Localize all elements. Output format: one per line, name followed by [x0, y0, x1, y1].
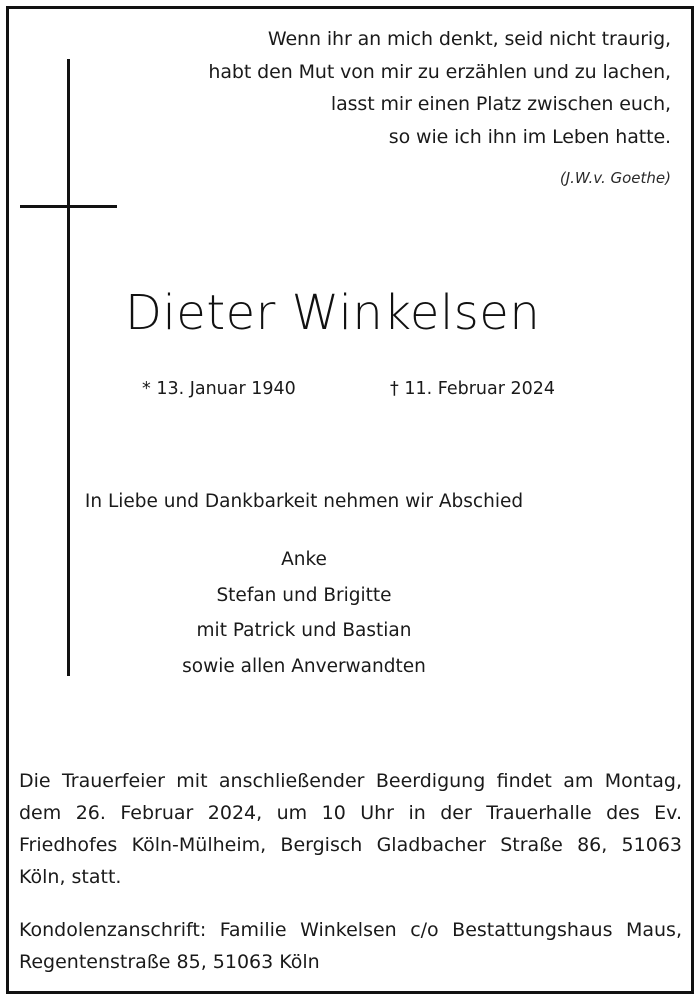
mourner-name: sowie allen Anverwandten [182, 655, 426, 677]
poem-author: (J.W.v. Goethe) [559, 169, 671, 187]
obituary-notice [6, 6, 694, 994]
mourners-list [104, 542, 504, 684]
mourner-name: Anke [281, 549, 327, 570]
farewell-line: In Liebe und Dankbarkeit nehmen wir Abschied [84, 491, 524, 512]
poem-line: habt den Mut von mir zu erzählen und zu lachen, [208, 60, 671, 83]
mourner-name: Stefan und Brigitte [216, 584, 392, 606]
death-date: † 11. Februar 2024 [390, 379, 555, 399]
birth-date: * 13. Januar 1940 [142, 379, 296, 399]
poem-quote [208, 23, 671, 153]
condolence-address: Kondolenzanschrift: Familie Winkelsen c/o Bestattungshaus Maus, Regentenstraße 85, 51063 Köln [19, 919, 682, 973]
funeral-service-info: Die Trauerfeier mit anschließender Beerdigung findet am Montag, dem 26. Februar 2024, um 10 Uhr in der Trauerhalle des Ev. Friedhofes Köln-Mülheim, Bergisch Gladbacher Straße 86, 51063 Köln, statt. [19, 770, 682, 888]
cross-horizontal-bar [20, 205, 117, 208]
poem-line: lasst mir einen Platz zwischen euch, [330, 93, 671, 115]
poem-line: so wie ich ihn im Leben hatte. [388, 125, 671, 148]
poem-line: Wenn ihr an mich denkt, seid nicht traurig, [267, 28, 671, 50]
deceased-name: Dieter Winkelsen [125, 285, 541, 341]
mourner-name: mit Patrick und Bastian [196, 620, 412, 641]
cross-vertical-bar [67, 59, 70, 676]
